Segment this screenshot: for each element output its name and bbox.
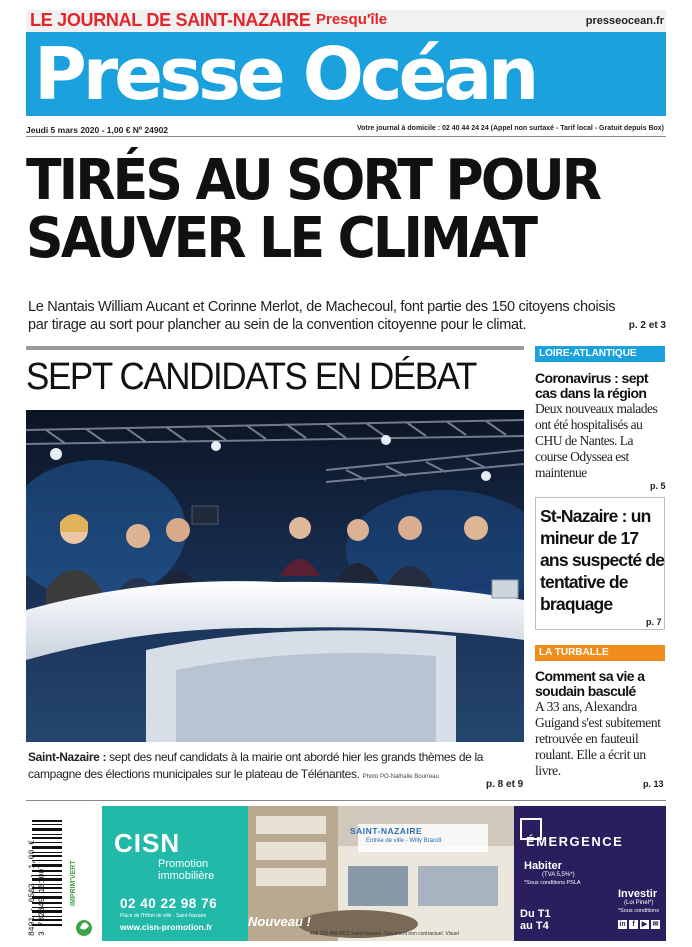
- ad-website[interactable]: www.cisn-promotion.fr: [120, 922, 213, 932]
- barcode-digits: 3 782849 101007: [38, 863, 47, 936]
- news2-headline[interactable]: St-Nazaire : un mineur de 17 ans suspecté de tentative de braquage: [540, 506, 665, 614]
- news1-body: Deux nouveaux malades ont été hospitalisés au CHU de Nantes. La course Odyssea est maintenue: [535, 401, 658, 480]
- facebook-icon[interactable]: f: [629, 920, 638, 929]
- ad-investir-sub: (Loi Pinel*): [624, 900, 654, 906]
- caption-place: Saint-Nazaire :: [28, 750, 107, 764]
- dateline: Jeudi 5 mars 2020 - 1,00 € Nº 24902: [26, 125, 169, 135]
- news3-body: A 33 ans, Alexandra Guigand s'est subitement retrouvée en fauteuil roulant. Elle a écrit un livre.: [535, 699, 661, 778]
- email-icon[interactable]: ✉: [652, 921, 659, 928]
- ad-brand-sub2: immobilière: [158, 870, 215, 882]
- social-icons: [618, 920, 660, 929]
- news1-page-ref[interactable]: p. 5: [650, 481, 666, 491]
- divider: [26, 800, 666, 801]
- news3-headline[interactable]: Comment sa vie a soudain basculé: [535, 668, 645, 699]
- news2-page-ref[interactable]: p. 7: [646, 617, 662, 627]
- ad-investir: Investir: [618, 888, 658, 900]
- masthead-banner: [26, 32, 666, 116]
- divider: [26, 136, 666, 137]
- local-edition-title: LE JOURNAL DE SAINT-NAZAIRE: [30, 10, 311, 30]
- debate-photo[interactable]: [26, 410, 524, 742]
- barcode-area: [26, 806, 100, 941]
- ad-program-name: ÉMERGENCE: [526, 834, 624, 849]
- headline-line-1: TIRÉS AU SORT POUR: [26, 148, 600, 213]
- local-edition-subtitle: Presqu'île: [316, 11, 388, 28]
- ad-phone[interactable]: 02 40 22 98 76: [120, 896, 218, 911]
- ad-mid-sub: Entrée de ville - Willy Brandt: [366, 838, 442, 844]
- ad-habiter: Habiter: [524, 860, 562, 872]
- website-link[interactable]: presseocean.fr: [585, 15, 664, 27]
- newspaper-title: Presse Océan: [34, 32, 536, 116]
- linkedin-icon[interactable]: in: [619, 921, 626, 928]
- ad-building-visual: [248, 806, 514, 941]
- photo-credit: Photo PO-Nathalie Bourreau: [362, 774, 439, 780]
- category-tag-la-turballe: LA TURBALLE: [535, 645, 665, 661]
- ad-brand: CISN: [114, 828, 181, 858]
- lead-deck: Le Nantais William Aucant et Corinne Merlot, de Machecoul, font partie des 150 citoyens choisis par tirage au sort pour plancher au sein de la convention citoyenne pour le climat.: [28, 299, 616, 333]
- debate-headline[interactable]: SEPT CANDIDATS EN DÉBAT: [26, 356, 477, 398]
- news1-headline[interactable]: Coronavirus : sept cas dans la région: [535, 370, 648, 401]
- lead-page-ref[interactable]: p. 2 et 3: [628, 320, 666, 331]
- imprim-vert-label: IMPRIM'VERT: [70, 860, 77, 906]
- youtube-icon[interactable]: ▶: [641, 921, 648, 928]
- debate-page-ref[interactable]: p. 8 et 9: [486, 779, 524, 790]
- ad-program-panel: [514, 806, 666, 941]
- ad-habiter-note: *Sous conditions PSLA: [524, 880, 581, 886]
- tv-studio-illustration: [26, 410, 524, 742]
- ad-investir-note: *Sous conditions: [618, 908, 659, 914]
- section-rule: [26, 346, 524, 350]
- ad-brand-panel: [102, 806, 248, 941]
- lead-headline[interactable]: [26, 148, 631, 271]
- ad-nouveau: Nouveau !: [248, 914, 311, 929]
- category-tag-loire-atlantique: LOIRE-ATLANTIQUE: [535, 346, 665, 362]
- ad-types: Du T1 au T4: [520, 908, 551, 932]
- ad-mid-city: SAINT-NAZAIRE: [350, 826, 423, 836]
- headline-line-2: SAUVER LE CLIMAT: [26, 206, 536, 271]
- news3-page-ref[interactable]: p. 13: [643, 779, 664, 789]
- ad-habiter-tva: (TVA 5,5%*): [542, 872, 575, 878]
- ad-legal: 408 226 488 RCS Saint-Nazaire. Document non contractuel. Visuel: [310, 931, 459, 937]
- subscription-line: Votre journal à domicile : 02 40 44 24 24 (Appel non surtaxé - Tarif local - Gratuit depuis Box): [356, 125, 664, 132]
- ad-brand-sub1: Promotion: [158, 858, 209, 870]
- photo-caption: [28, 749, 528, 786]
- cisn-advertisement[interactable]: [102, 806, 666, 941]
- barcode-text: 8491 - 0503 - 1,00 €: [28, 839, 37, 936]
- ad-address: Place de l'Hôtel de ville · Saint-Nazaire: [120, 913, 207, 919]
- caption-text: sept des neuf candidats à la mairie ont abordé hier les grands thèmes de la campagne des élections municipales sur le plateau de Télénantes.: [28, 750, 484, 781]
